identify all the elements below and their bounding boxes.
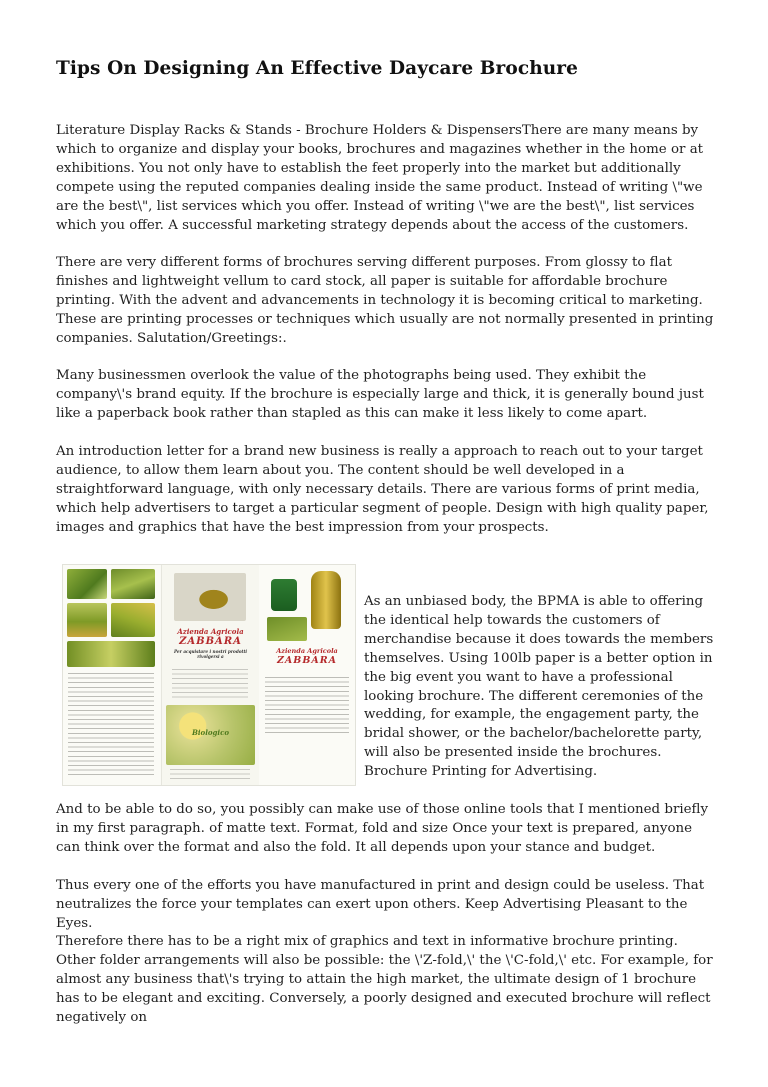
brochure-panel-middle — [161, 565, 260, 785]
page-title: Tips On Designing An Effective Daycare Brochure — [56, 58, 579, 79]
text-block — [265, 677, 349, 737]
olive-photo — [111, 603, 155, 637]
brochure-panel-left — [63, 565, 160, 785]
olive-photo — [111, 569, 155, 599]
text-block — [170, 769, 250, 779]
paragraph: As an unbiased body, the BPMA is able to offering the identical help towards the customers of merchandise because it does towards the members themselves. Using 100lb paper is a better option in the big event you want to have a professional looking brochure. The different ceremonies of the wedding, for example, the engagement party, the bridal shower, or the bachelor/bachelorette party, will also be presented inside the brochures. Brochure Printing for Advertising. — [364, 594, 714, 780]
paragraph: There are very different forms of brochures serving different purposes. From glossy to flat finishes and lightweight vellum to card stock, all paper is suitable for affordable brochure printing. With the advent and advancements in technology it is becoming critical to marketing. These are printing processes or techniques which usually are not normally presented in printing companies. Salutation/Greetings:. — [56, 255, 714, 346]
brand-name: ZABBARA — [179, 636, 242, 647]
olive-photo — [67, 641, 155, 667]
brand-subtitle: Per acquistare i nostri prodotti rivolgersi a — [173, 649, 248, 659]
paragraph: And to be able to do so, you possibly can make use of those online tools that I mentioned briefly in my first paragraph. of matte text. Format, fold and size Once your text is prepared, anyone can think over the format and also the fold. It all depends upon your stance and budget. — [56, 802, 709, 855]
oil-can-photo — [271, 579, 297, 611]
text-block — [68, 673, 154, 778]
paragraph: An introduction letter for a brand new business is really a approach to reach out to your target audience, to allow them learn about you. The content should be well developed in a straightforward language, with only necessary details. There are various forms of print media, which help advertisers to target a particular segment of people. Design with high quality paper, images and graphics that have the best impression from your prospects. — [56, 444, 709, 535]
oil-bottle-photo — [311, 571, 341, 629]
badge-text: Biologico — [191, 728, 230, 737]
brochure-panel-right — [259, 565, 355, 785]
olive-photo — [267, 617, 307, 641]
brand-name: ZABBARA — [276, 655, 337, 666]
brand-line1: Azienda Agricola — [276, 647, 338, 655]
text-block — [172, 669, 248, 699]
olive-photo — [67, 569, 107, 599]
paragraph: Literature Display Racks & Stands - Brochure Holders & DispensersThere are many means by which to organize and display your books, brochures and magazines whether in the home or at exhibitions. You not only have to establish the feet properly into the market but additionally compete using the reputed companies dealing inside the same product. Instead of writing \"we are the best\", list services which you offer. Instead of writing \"we are the best\", list services which you offer. A successful marketing strategy depends about the access of the customers. — [56, 123, 704, 233]
paragraph: Therefore there has to be a right mix of graphics and text in informative brochure printing. Other folder arrangements will also be possible: the \'Z-fold,\' the \'C-fold,\' etc. For example, for almost any business that\'s trying to attain the high market, the ultimate design of 1 brochure has to be elegant and exciting. Conversely, a poorly designed and executed brochure will reflect negatively on — [56, 934, 713, 1025]
olive-photo — [67, 603, 107, 637]
brand-line1: Azienda Agricola — [177, 627, 244, 636]
paragraph: Many businessmen overlook the value of the photographs being used. They exhibit the company\'s brand equity. If the brochure is especially large and thick, it is generally bound just like a paperback book rather than stapled as this can make it less likely to come apart. — [56, 368, 704, 421]
paragraph: Thus every one of the efforts you have manufactured in print and design could be useless. That neutralizes the force your templates can exert upon others. Keep Advertising Pleasant to the Eyes. — [56, 878, 705, 931]
brochure-image — [62, 564, 356, 786]
oil-dish-photo — [174, 573, 246, 621]
